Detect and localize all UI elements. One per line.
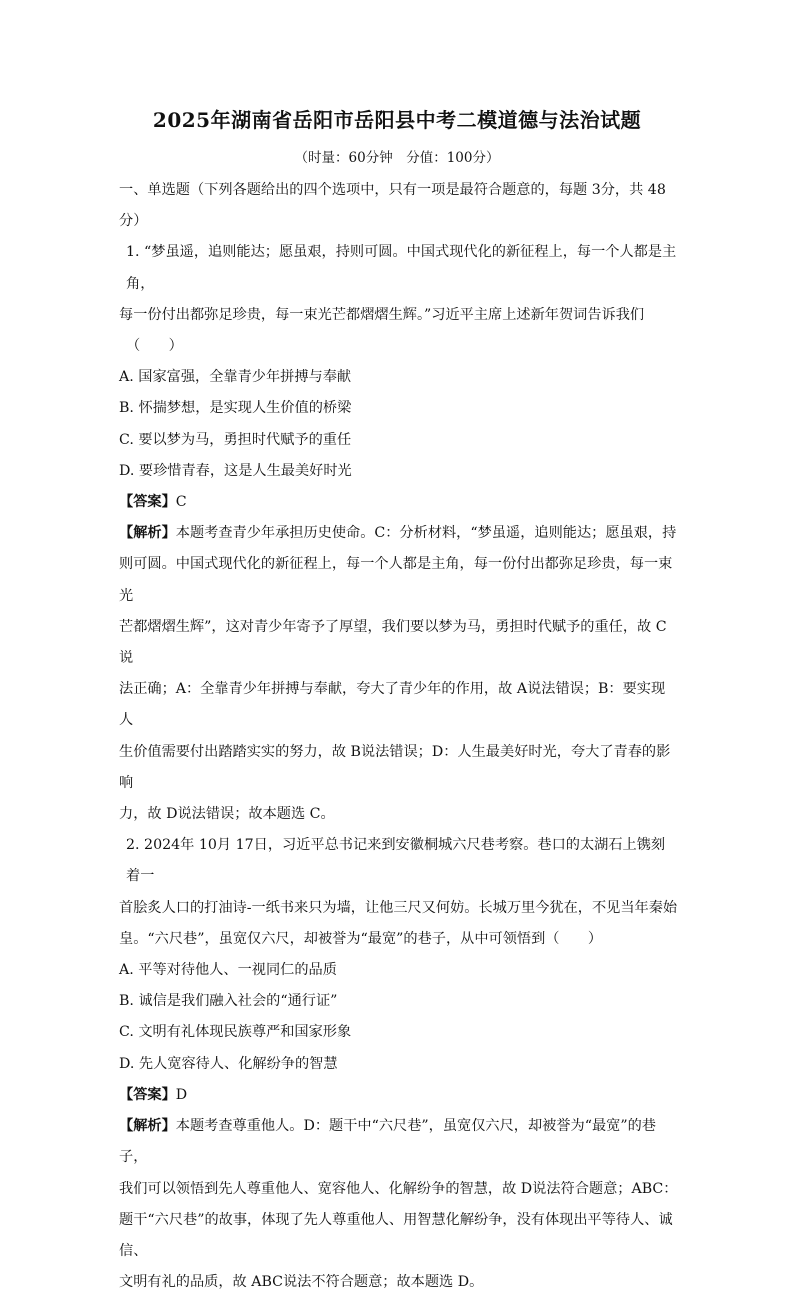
answer-value: C <box>175 494 187 511</box>
analysis-label: 【解析】 <box>119 525 176 542</box>
question-stem-line: （ ） <box>126 338 183 355</box>
answer-line <box>119 1080 679 1111</box>
question-1 <box>119 237 679 830</box>
analysis-line <box>119 518 679 549</box>
exam-content <box>119 175 679 1298</box>
analysis-line: 法正确；A：全靠青少年拼搏与奉献，夸大了青少年的作用，故 A说法错误；B：要实现人 <box>119 681 666 729</box>
section-heading: 一、单选题（下列各题给出的四个选项中，只有一项是最符合题意的，每题 3分，共 48分） <box>119 182 666 230</box>
option-a: A. 平等对待他人、一视同仁的品质 <box>119 962 337 979</box>
exam-info: （时量：60分钟 分值：100分） <box>294 150 500 166</box>
analysis-line: 芒都熠熠生辉”，这对青少年寄予了厚望，我们要以梦为马，勇担时代赋予的重任，故 C说 <box>119 618 667 667</box>
question-stem-line: 1. “梦虽遥，追则能达；愿虽艰，持则可圆。中国式现代化的新征程上，每一个人都是主角， <box>126 244 677 292</box>
option-b: B. 怀揣梦想，是实现人生价值的桥梁 <box>119 400 352 417</box>
option-b: B. 诚信是我们融入社会的“通行证” <box>119 993 338 1010</box>
analysis-label: 【解析】 <box>119 1118 176 1135</box>
analysis-text: 本题考查尊重他人。D：题干中“六尺巷”，虽宽仅六尺，却被誉为“最宽”的巷子， <box>119 1118 656 1166</box>
analysis-line: 生价值需要付出踏踏实实的努力，故 B说法错误；D：人生最美好时光，夸大了青春的影响 <box>119 743 671 791</box>
option-c: C. 要以梦为马，勇担时代赋予的重任 <box>119 431 352 448</box>
page-title: 2025年湖南省岳阳市岳阳县中考二模道德与法治试题 <box>152 108 642 132</box>
answer-label: 【答案】 <box>119 1086 176 1103</box>
question-2 <box>119 830 679 1298</box>
analysis-line: 文明有礼的品质，故 ABC说法不符合题意；故本题选 D。 <box>119 1274 484 1291</box>
question-stem-line: 首脍炙人口的打油诗-一纸书来只为墙，让他三尺又何妨。长城万里今犹在，不见当年秦始 <box>119 899 678 916</box>
answer-value: D <box>175 1086 188 1103</box>
answer-line <box>119 487 679 518</box>
option-d: D. 要珍惜青春，这是人生最美好时光 <box>119 462 352 479</box>
option-a: A. 国家富强，全靠青少年拼搏与奉献 <box>119 369 352 386</box>
analysis-line: 则可圆。中国式现代化的新征程上，每一个人都是主角，每一份付出都弥足珍贵，每一束光 <box>119 556 673 604</box>
option-d: D. 先人宽容待人、化解纷争的智慧 <box>119 1055 338 1072</box>
analysis-line: 力，故 D说法错误；故本题选 C。 <box>119 806 335 823</box>
question-stem-line: 2. 2024年 10月 17日，习近平总书记来到安徽桐城六尺巷考察。巷口的太湖石上镌刻着一 <box>126 837 666 885</box>
analysis-line <box>119 1111 679 1173</box>
analysis-line: 题干“六尺巷”的故事，体现了先人尊重他人、用智慧化解纷争，没有体现出平等待人、诚信、 <box>119 1211 673 1259</box>
answer-label: 【答案】 <box>119 494 176 511</box>
question-stem-line: 每一份付出都弥足珍贵，每一束光芒都熠熠生辉。”习近平主席上述新年贺词告诉我们 <box>119 306 645 323</box>
analysis-line: 我们可以领悟到先人尊重他人、宽容他人、化解纷争的智慧，故 D说法符合题意；ABC： <box>119 1180 678 1197</box>
option-c: C. 文明有礼体现民族尊严和国家形象 <box>119 1024 352 1041</box>
analysis-text: 本题考查青少年承担历史使命。C：分析材料，“梦虽遥，追则能达；愿虽艰，持 <box>175 525 677 542</box>
question-stem-line: 皇。“六尺巷”，虽宽仅六尺，却被誉为“最宽”的巷子，从中可领悟到（ ） <box>119 930 603 947</box>
